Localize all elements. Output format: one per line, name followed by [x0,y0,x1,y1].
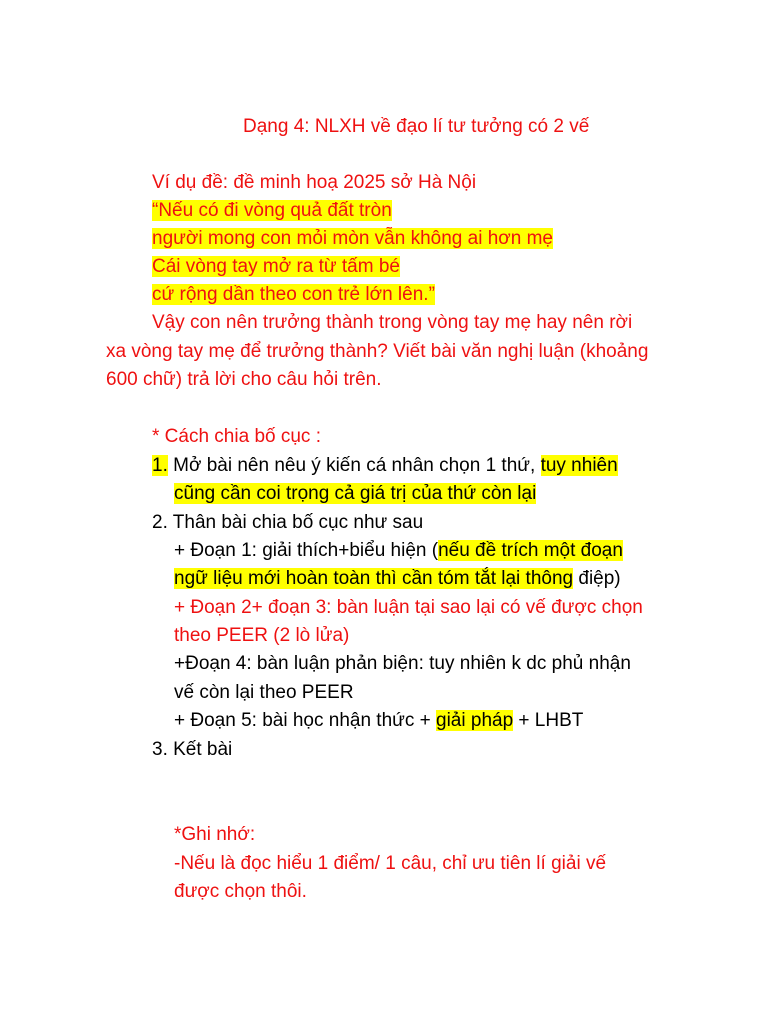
doan-1-text-a: + Đoạn 1: giải thích+biểu hiện ( [174,540,439,561]
doan-5-text-b: + LHBT [513,710,584,731]
poem-line-2-text: người mong con mỏi mòn vẫn không ai hơn mẹ [152,228,553,249]
doan-1-line-1 [174,537,623,565]
doan-5-line [174,707,583,735]
structure-heading: * Cách chia bố cục : [152,426,321,447]
item-1-line-2 [174,480,536,508]
example-intro: Ví dụ đề: đề minh hoạ 2025 sở Hà Nội [152,172,477,193]
poem-line-1-text: “Nếu có đi vòng quả đất tròn [152,200,392,221]
note-line-1: -Nếu là đọc hiểu 1 điểm/ 1 câu, chỉ ưu tiên lí giải vế [174,853,607,874]
note-heading: *Ghi nhớ: [174,824,256,845]
note-line-2: được chọn thôi. [174,881,307,902]
poem-line-3 [152,253,400,281]
poem-line-4-text: cứ rộng dần theo con trẻ lớn lên.” [152,284,435,305]
doan-4-line-2: vế còn lại theo PEER [174,682,354,703]
doan-1-highlight-b: ngữ liệu mới hoàn toàn thì cần tóm tắt lại thông [174,568,574,589]
question-line-3: 600 chữ) trả lời cho câu hỏi trên. [106,369,382,390]
item-1-number: 1. [152,455,168,476]
doan-4-line-1: +Đoạn 4: bàn luận phản biện: tuy nhiên k dc phủ nhận [174,653,631,674]
poem-line-3-text: Cái vòng tay mở ra từ tấm bé [152,256,400,277]
doan-5-text-a: + Đoạn 5: bài học nhận thức + [174,710,437,731]
doan-1-highlight-a: nếu đề trích một đoạn [438,540,623,561]
doan-1-line-2 [174,565,621,593]
item-3-label: 3. Kết bài [152,739,233,760]
item-1-highlight-b: cũng cần coi trọng cả giá trị của thứ còn lại [174,483,537,504]
item-1-line-1 [152,452,618,480]
poem-line-4 [152,281,435,309]
item-1-highlight-a: tuy nhiên [540,455,618,476]
doan-23-line-1: + Đoạn 2+ đoạn 3: bàn luận tại sao lại có vế được chọn [174,597,643,618]
doan-1-text-b: điệp) [573,568,621,589]
question-line-2: xa vòng tay mẹ để trưởng thành? Viết bài văn nghị luận (khoảng [106,341,649,362]
doan-5-highlight: giải pháp [436,710,514,731]
item-1-text: Mở bài nên nêu ý kiến cá nhân chọn 1 thứ, [173,455,541,476]
page-title: Dạng 4: NLXH về đạo lí tư tưởng có 2 vế [243,116,590,137]
doan-23-line-2: theo PEER (2 lò lửa) [174,625,350,646]
item-2-label: 2. Thân bài chia bố cục như sau [152,512,424,533]
poem-line-1 [152,197,392,225]
poem-line-2 [152,225,553,253]
question-line-1: Vậy con nên trưởng thành trong vòng tay mẹ hay nên rời [152,312,633,333]
